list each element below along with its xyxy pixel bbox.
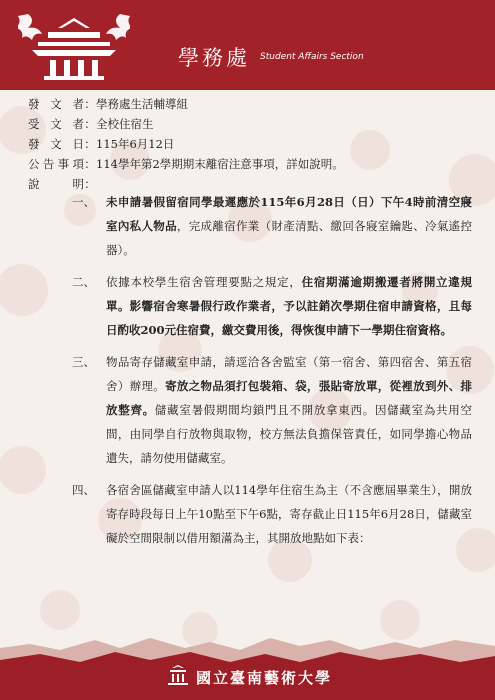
- explanation-item: [72, 478, 472, 550]
- item-number: 二、: [72, 275, 95, 289]
- meta-row-notice: 公告事項：114學年第2學期期末離宿注意事項，詳如說明。: [28, 154, 468, 174]
- item-text: 儲藏室暑假期間均鎖門且不開放拿東西。因儲藏室為共用空間，由同學自行放物與取物，校方無法負擔保管責任，如同學擔心物品遺失，請勿使用儲藏室。: [106, 403, 473, 465]
- meta-label: 說明: [28, 177, 84, 191]
- document-meta: [28, 94, 468, 194]
- item-text: 依據本校學生宿舍管理要點之規定，: [106, 275, 302, 289]
- item-text: ，完成離宿作業（財產清點、繳回各寢室鑰匙、冷氣遙控器）。: [106, 219, 473, 257]
- explanation-item: [72, 350, 472, 470]
- office-title: 學務處: [178, 46, 250, 70]
- explanation-list: [72, 190, 472, 558]
- meta-value: 全校住宿生: [96, 117, 154, 131]
- meta-value: 114學年第2學期期末離宿注意事項，詳如說明。: [96, 157, 344, 171]
- explanation-item: [72, 190, 472, 262]
- footer-banner: [0, 630, 495, 700]
- meta-label: 受文者: [28, 117, 84, 131]
- meta-label: 公告事項: [28, 157, 84, 171]
- meta-label: 發文日: [28, 137, 84, 151]
- school-name: 國立臺南藝術大學: [196, 669, 333, 687]
- item-text: 各宿舍區儲藏室申請人以114學年住宿生為主（不含應屆畢業生），開放寄存時段每日上午10點至下午6點，寄存截止日115年6月28日，儲藏室礙於空間限制以借用額滿為主，其開放地點如下表：: [106, 483, 472, 545]
- school-logo-icon: [166, 664, 190, 686]
- meta-value: 學務處生活輔導組: [96, 97, 188, 111]
- meta-label: 發文者: [28, 97, 84, 111]
- meta-row-description: 說明：: [28, 174, 468, 194]
- item-text-bold: 未申請暑假留宿同學最遲應於115年6月28日（日）下午4時前清空寢室內私人物品: [106, 195, 472, 233]
- explanation-item: [72, 270, 472, 342]
- office-title-en: Student Affairs Section: [260, 52, 364, 62]
- item-number: 四、: [72, 483, 95, 497]
- item-text-bold: 寄放之物品須打包裝箱、袋，張貼寄放單，從裡放到外、排放整齊。: [106, 379, 473, 417]
- meta-row-recipient: 受文者：全校住宿生: [28, 114, 468, 134]
- item-number: 三、: [72, 355, 95, 369]
- item-number: 一、: [72, 195, 95, 209]
- meta-row-date: 發文日：115年6月12日: [28, 134, 468, 154]
- meta-value: 115年6月12日: [96, 137, 175, 151]
- item-text-bold: 住宿期滿逾期搬遷者將開立違規單。影響宿舍寒暑假行政作業者，予以註銷次學期住宿申請資格，且每日酌收200元住宿費，繳交費用後，得恢復申請下一學期住宿資格。: [106, 275, 473, 337]
- palace-logo-icon: [18, 8, 130, 82]
- item-text: 物品寄存儲藏室申請，請逕洽各舍監室（第一宿舍、第四宿舍、第五宿舍）辦理。: [106, 355, 472, 393]
- header-banner: [0, 0, 495, 90]
- meta-row-sender: 發文者：學務處生活輔導組: [28, 94, 468, 114]
